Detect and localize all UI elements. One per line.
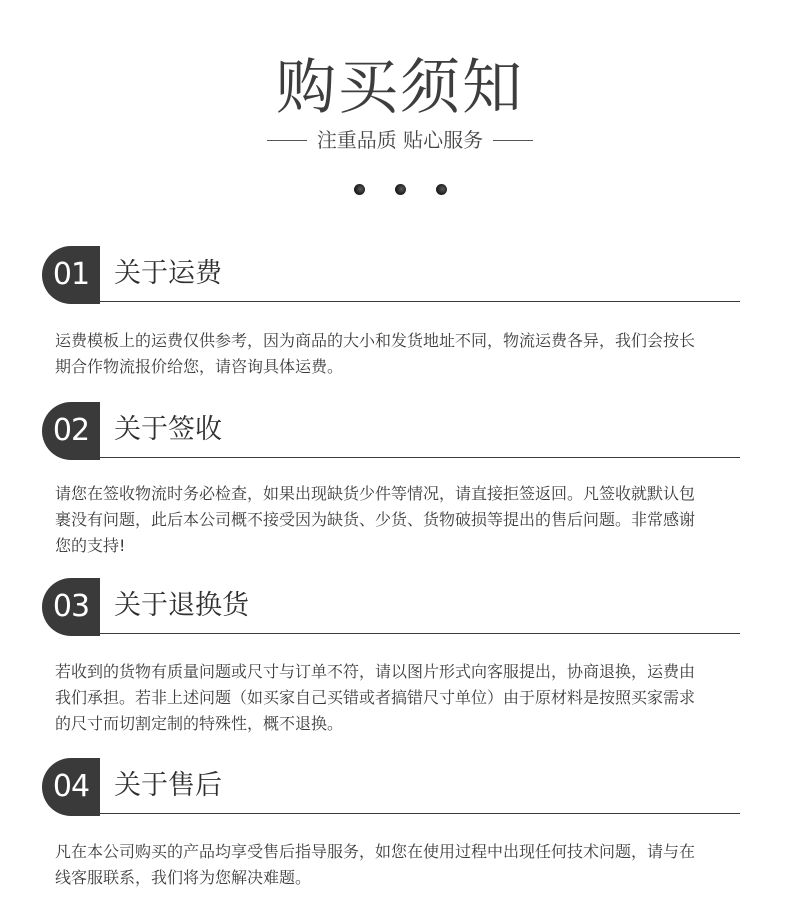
page-title: 购买须知 <box>276 53 524 123</box>
body-line: 的尺寸而切割定制的特殊性，概不退换。 <box>55 714 344 733</box>
subtitle-right-dash <box>493 140 533 141</box>
page-subtitle: 注重品质 贴心服务 <box>316 128 484 152</box>
section-header <box>42 578 740 636</box>
section-divider <box>100 301 740 302</box>
section-body <box>55 328 755 380</box>
decorative-dots <box>0 184 800 200</box>
dot-icon <box>395 184 406 195</box>
section-number-badge: 01 <box>42 246 100 304</box>
body-line: 您的支持! <box>55 536 126 555</box>
section-header <box>42 758 740 816</box>
section-body <box>55 481 755 559</box>
section-title: 关于运费 <box>114 258 222 289</box>
section-number-badge: 03 <box>42 578 100 636</box>
section-divider <box>100 633 740 634</box>
body-line: 期合作物流报价给您，请咨询具体运费。 <box>55 357 344 376</box>
section-body <box>55 839 755 891</box>
section-title: 关于退换货 <box>114 590 249 621</box>
body-line: 若收到的货物有质量问题或尺寸与订单不符，请以图片形式向客服提出，协商退换，运费由 <box>55 662 696 681</box>
section-number-badge: 02 <box>42 402 100 460</box>
body-line: 我们承担。若非上述问题（如买家自己买错或者搞错尺寸单位）由于原材料是按照买家需求 <box>55 688 696 707</box>
dot-icon <box>354 184 365 195</box>
body-line: 运费模板上的运费仅供参考，因为商品的大小和发货地址不同，物流运费各异，我们会按长 <box>55 331 696 350</box>
subtitle-left-dash <box>267 140 307 141</box>
dot-icon <box>436 184 447 195</box>
section-divider <box>100 457 740 458</box>
section-body <box>55 659 755 737</box>
section-header <box>42 246 740 304</box>
body-line: 线客服联系，我们将为您解决难题。 <box>55 868 312 887</box>
body-line: 凡在本公司购买的产品均享受售后指导服务，如您在使用过程中出现任何技术问题，请与在 <box>55 842 696 861</box>
subtitle-row <box>0 126 800 154</box>
section-title: 关于签收 <box>114 414 222 445</box>
section-divider <box>100 813 740 814</box>
body-line: 裹没有问题，此后本公司概不接受因为缺货、少货、货物破损等提出的售后问题。非常感谢 <box>55 510 696 529</box>
section-number-badge: 04 <box>42 758 100 816</box>
section-header <box>42 402 740 460</box>
body-line: 请您在签收物流时务必检查，如果出现缺货少件等情况，请直接拒签返回。凡签收就默认包 <box>55 484 696 503</box>
section-title: 关于售后 <box>114 770 222 801</box>
